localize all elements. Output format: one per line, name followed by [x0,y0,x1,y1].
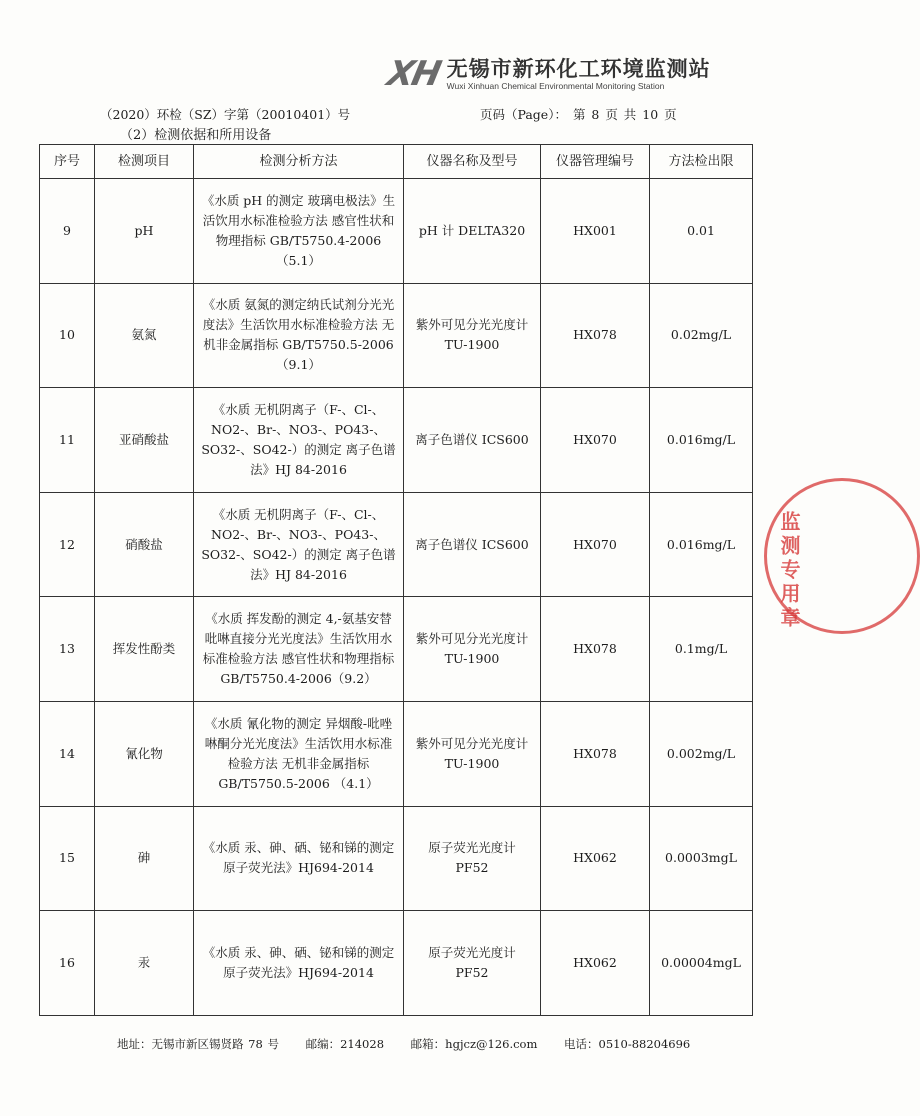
cell-item: 砷 [95,806,194,911]
report-number: （2020）环检（SZ）字第（20010401）号 [100,107,351,122]
cell-code: HX078 [541,701,650,806]
cell-item: 氨氮 [95,283,194,388]
station-logo [383,54,711,94]
cell-item: 硝酸盐 [95,492,194,597]
logo-text [447,57,711,92]
cell-item: pH [95,179,194,284]
cell-instrument: 紫外可见分光光度计 TU-1900 [404,597,541,702]
table-row [40,283,753,388]
footer-address: 地址：无锡市新区锡贤路 78 号 [117,1037,279,1051]
cell-method: 《水质 汞、砷、硒、铋和锑的测定 原子荧光法》HJ694-2014 [194,806,404,911]
cell-limit: 0.01 [650,179,753,284]
cell-no: 13 [40,597,95,702]
table-row [40,701,753,806]
cell-instrument: 原子荧光光度计 PF52 [404,806,541,911]
cell-limit: 0.016mg/L [650,388,753,493]
cell-limit: 0.00004mgL [650,911,753,1016]
footer-postcode: 邮编：214028 [305,1037,385,1051]
cell-no: 11 [40,388,95,493]
col-header-instrument: 仪器名称及型号 [404,145,541,179]
table-row [40,597,753,702]
cell-method: 《水质 氰化物的测定 异烟酸-吡唑啉酮分光光度法》生活饮用水标准检验方法 无机非金属指标 GB/T5750.5-2006 （4.1） [194,701,404,806]
cell-instrument: 离子色谱仪 ICS600 [404,492,541,597]
col-header-limit: 方法检出限 [650,145,753,179]
cell-code: HX062 [541,806,650,911]
col-header-no: 序号 [40,145,95,179]
table-row [40,388,753,493]
cell-limit: 0.002mg/L [650,701,753,806]
cell-method: 《水质 挥发酚的测定 4,-氨基安替吡啉直接分光光度法》生活饮用水标准检验方法 感官性状和物理指标 GB/T5750.4-2006（9.2） [194,597,404,702]
section-title: （2）检测依据和所用设备 [120,128,272,143]
cell-limit: 0.02mg/L [650,283,753,388]
cell-limit: 0.1mg/L [650,597,753,702]
cell-method: 《水质 无机阴离子（F-、Cl-、NO2-、Br-、NO3-、PO43-、SO32-、SO42-）的测定 离子色谱法》HJ 84-2016 [194,388,404,493]
cell-method: 《水质 pH 的测定 玻璃电极法》生活饮用水标准检验方法 感官性状和物理指标 GB/T5750.4-2006 （5.1） [194,179,404,284]
cell-limit: 0.016mg/L [650,492,753,597]
cell-no: 9 [40,179,95,284]
cell-item: 挥发性酚类 [95,597,194,702]
station-name-cn: 无锡市新环化工环境监测站 [446,56,711,81]
table-row [40,806,753,911]
cell-code: HX078 [541,283,650,388]
col-header-code: 仪器管理编号 [541,145,650,179]
col-header-method: 检测分析方法 [194,145,404,179]
cell-item: 氰化物 [95,701,194,806]
cell-no: 10 [40,283,95,388]
cell-instrument: pH 计 DELTA320 [404,179,541,284]
table-row [40,179,753,284]
logo-mark: XH [383,54,443,94]
cell-item: 亚硝酸盐 [95,388,194,493]
table-header-row [40,145,753,179]
cell-no: 15 [40,806,95,911]
cell-method: 《水质 无机阴离子（F-、Cl-、NO2-、Br-、NO3-、PO43-、SO32-、SO42-）的测定 离子色谱法》HJ 84-2016 [194,492,404,597]
official-seal [764,478,920,634]
footer-phone: 电话：0510-88204696 [564,1037,691,1051]
page-label: 页码（Page）： [480,107,567,122]
cell-no: 12 [40,492,95,597]
page-number: 第 8 页 共 10 页 [572,107,677,122]
col-header-item: 检测项目 [95,145,194,179]
cell-method: 《水质 氨氮的测定纳氏试剂分光光度法》生活饮用水标准检验方法 无机非金属指标 GB/T5750.5-2006 （9.1） [194,283,404,388]
cell-no: 16 [40,911,95,1016]
cell-code: HX001 [541,179,650,284]
footer [117,1036,712,1052]
cell-instrument: 紫外可见分光光度计 TU-1900 [404,701,541,806]
cell-code: HX070 [541,388,650,493]
cell-instrument: 原子荧光光度计 PF52 [404,911,541,1016]
table-row [40,911,753,1016]
cell-code: HX062 [541,911,650,1016]
seal-text: 监测专用章 [777,511,801,631]
cell-code: HX078 [541,597,650,702]
cell-no: 14 [40,701,95,806]
page-info [480,105,677,123]
equipment-table [39,144,753,1016]
cell-limit: 0.0003mgL [650,806,753,911]
cell-method: 《水质 汞、砷、硒、铋和锑的测定 原子荧光法》HJ694-2014 [194,911,404,1016]
station-name-en: Wuxi Xinhuan Chemical Environmental Monitoring Station [446,80,665,91]
cell-code: HX070 [541,492,650,597]
cell-item: 汞 [95,911,194,1016]
cell-instrument: 紫外可见分光光度计 TU-1900 [404,283,541,388]
cell-instrument: 离子色谱仪 ICS600 [404,388,541,493]
footer-email: 邮箱：hgjcz@126.com [410,1037,538,1051]
table-row [40,492,753,597]
